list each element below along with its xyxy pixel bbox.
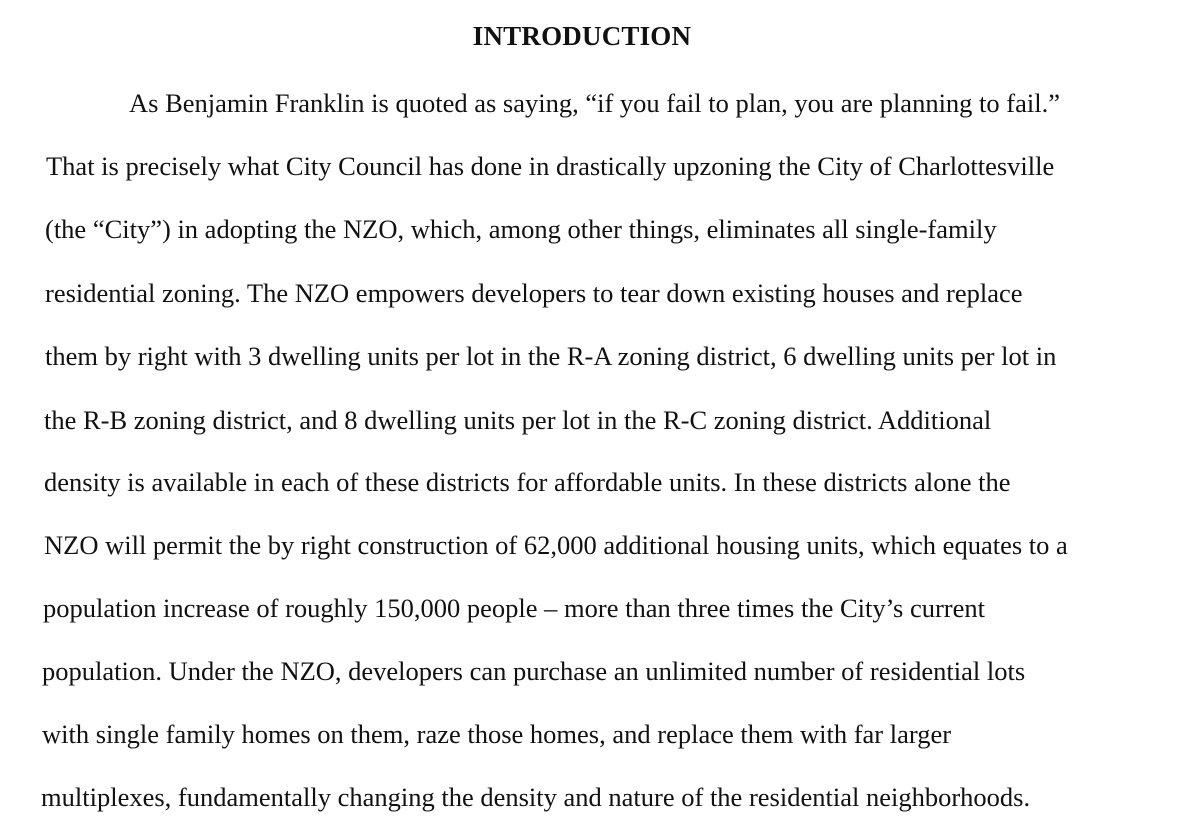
paragraph-line: population increase of roughly 150,000 people – more than three times the City’s current	[43, 593, 985, 623]
paragraph-line: (the “City”) in adopting the NZO, which, among other things, eliminates all single-family	[45, 214, 997, 244]
paragraph-line: population. Under the NZO, developers can purchase an unlimited number of residential lots	[42, 656, 1026, 686]
paragraph-line: multiplexes, fundamentally changing the density and nature of the residential neighborhoods.	[41, 782, 1031, 812]
paragraph-line: them by right with 3 dwelling units per lot in the R-A zoning district, 6 dwelling units per lot in	[45, 341, 1057, 371]
paragraph-line: NZO will permit the by right construction of 62,000 additional housing units, which equates to a	[44, 530, 1068, 560]
paragraph-line: As Benjamin Franklin is quoted as saying, “if you fail to plan, you are planning to fail.”	[129, 88, 1060, 118]
paragraph-line: the R-B zoning district, and 8 dwelling units per lot in the R-C zoning district. Additional	[44, 405, 992, 435]
paragraph-line: residential zoning. The NZO empowers developers to tear down existing houses and replace	[45, 278, 1023, 308]
paragraph-line: density is available in each of these districts for affordable units. In these districts alone the	[44, 467, 1011, 497]
paragraph-line: with single family homes on them, raze those homes, and replace them with far larger	[42, 719, 952, 749]
paragraph-line: That is precisely what City Council has done in drastically upzoning the City of Charlottesville	[46, 151, 1055, 181]
section-heading: INTRODUCTION	[472, 21, 692, 51]
